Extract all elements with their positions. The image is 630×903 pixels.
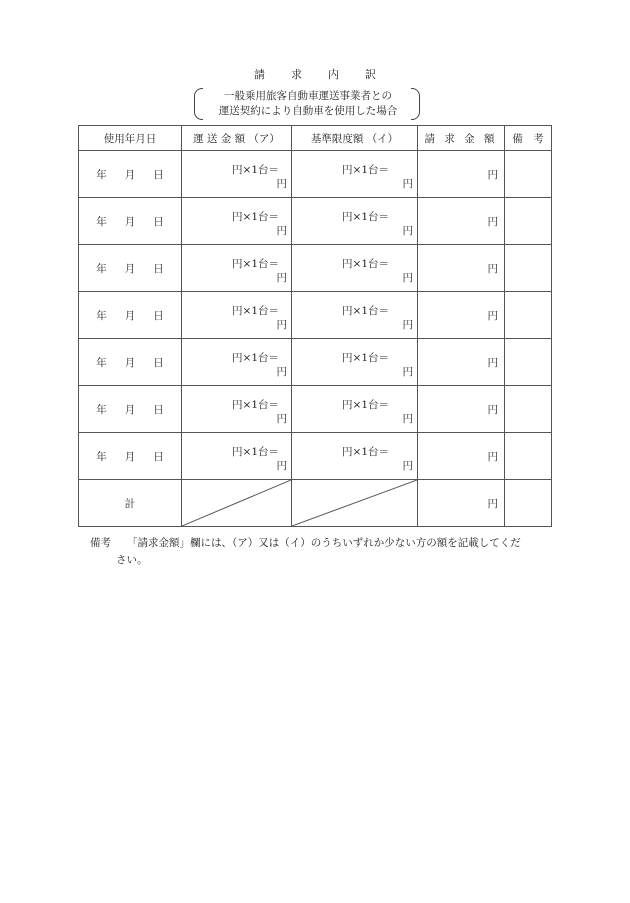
subtitle-line-2: 運送契約により自動車を使用した場合 [218,105,398,117]
table-row [79,386,552,433]
transport-unit: 円 [276,413,287,425]
title-char: 訳 [365,68,376,81]
header-remarks: 備 考 [505,126,552,151]
claim-amount-cell[interactable]: 円 [418,339,505,386]
month-label: 月 [124,356,136,369]
date-cell[interactable] [79,245,182,292]
transport-formula: 円×1台＝ [232,399,279,411]
standard-limit-cell[interactable] [292,339,418,386]
table-row [79,433,552,480]
standard-limit-cell[interactable] [292,245,418,292]
day-label: 日 [153,215,164,228]
year-label: 年 [96,450,107,463]
transport-amount-cell[interactable] [182,245,292,292]
month-label: 月 [124,215,136,228]
transport-amount-cell[interactable] [182,292,292,339]
total-row [79,480,552,527]
month-label: 月 [124,450,136,463]
limit-unit: 円 [402,225,413,237]
limit-unit: 円 [402,319,413,331]
transport-unit: 円 [276,178,287,190]
limit-formula: 円×1台＝ [342,164,389,176]
transport-formula: 円×1台＝ [232,258,279,270]
transport-unit: 円 [276,225,287,237]
total-transport-slashed [182,480,292,527]
month-label: 月 [124,262,136,275]
limit-formula: 円×1台＝ [342,211,389,223]
transport-unit: 円 [276,366,287,378]
day-label: 日 [153,309,164,322]
table-row [79,339,552,386]
claim-amount-cell[interactable]: 円 [418,292,505,339]
limit-unit: 円 [402,366,413,378]
table-row [79,151,552,198]
remarks-cell[interactable] [505,292,552,339]
transport-amount-cell[interactable] [182,433,292,480]
claim-amount-cell[interactable]: 円 [418,151,505,198]
footnote-text-2: さい。 [116,554,148,566]
document-title [0,66,630,82]
table-row [79,292,552,339]
claim-amount-cell[interactable]: 円 [418,433,505,480]
transport-unit: 円 [276,460,287,472]
header-claim-amount: 請 求 金 額 [418,126,505,151]
day-label: 日 [153,403,164,416]
claim-amount-cell[interactable]: 円 [418,245,505,292]
transport-unit: 円 [276,319,287,331]
day-label: 日 [153,168,164,181]
footnote-text-1: 「請求金額」欄には、（ア）又は（イ）のうちいずれか少ない方の額を記載してくだ [127,537,521,549]
limit-formula: 円×1台＝ [342,446,389,458]
transport-amount-cell[interactable] [182,339,292,386]
date-cell[interactable] [79,386,182,433]
diagonal-slash-icon [182,480,291,526]
limit-unit: 円 [402,460,413,472]
footnote [90,535,560,569]
remarks-cell[interactable] [505,245,552,292]
month-label: 月 [124,168,136,181]
transport-formula: 円×1台＝ [232,352,279,364]
day-label: 日 [153,450,164,463]
limit-formula: 円×1台＝ [342,305,389,317]
title-char: 求 [291,68,302,81]
claim-amount-cell[interactable]: 円 [418,198,505,245]
date-cell[interactable] [79,339,182,386]
diagonal-slash-icon [292,480,417,526]
total-label: 計 [79,480,182,527]
limit-formula: 円×1台＝ [342,258,389,270]
month-label: 月 [124,403,136,416]
document-subtitle [194,88,420,120]
table-row [79,245,552,292]
standard-limit-cell[interactable] [292,386,418,433]
table-row [79,198,552,245]
transport-unit: 円 [276,272,287,284]
footnote-label: 備考 [90,537,111,549]
remarks-cell[interactable] [505,151,552,198]
transport-formula: 円×1台＝ [232,164,279,176]
year-label: 年 [96,309,107,322]
title-char: 内 [328,68,339,81]
remarks-cell[interactable] [505,433,552,480]
date-cell[interactable] [79,433,182,480]
year-label: 年 [96,403,107,416]
remarks-cell[interactable] [505,339,552,386]
standard-limit-cell[interactable] [292,151,418,198]
transport-amount-cell[interactable] [182,198,292,245]
transport-formula: 円×1台＝ [232,305,279,317]
month-label: 月 [124,309,136,322]
header-transport-amount: 運 送 金 額 （ア） [182,126,292,151]
date-cell[interactable] [79,151,182,198]
left-bracket [194,88,203,120]
limit-unit: 円 [402,272,413,284]
transport-formula: 円×1台＝ [232,446,279,458]
remarks-cell[interactable] [505,386,552,433]
right-bracket [411,88,420,120]
claim-breakdown-table [78,125,552,527]
day-label: 日 [153,356,164,369]
transport-amount-cell[interactable] [182,386,292,433]
header-date: 使用年月日 [79,126,182,151]
date-cell[interactable] [79,198,182,245]
year-label: 年 [96,168,107,181]
year-label: 年 [96,356,107,369]
standard-limit-cell[interactable] [292,292,418,339]
day-label: 日 [153,262,164,275]
subtitle-line-1: 一般乗用旅客自動車運送事業者との [224,90,392,102]
limit-unit: 円 [402,178,413,190]
date-cell[interactable] [79,292,182,339]
transport-amount-cell[interactable] [182,151,292,198]
year-label: 年 [96,215,107,228]
claim-amount-cell[interactable]: 円 [418,386,505,433]
remarks-cell[interactable] [505,198,552,245]
limit-formula: 円×1台＝ [342,399,389,411]
year-label: 年 [96,262,107,275]
standard-limit-cell[interactable] [292,433,418,480]
standard-limit-cell[interactable] [292,198,418,245]
transport-formula: 円×1台＝ [232,211,279,223]
limit-formula: 円×1台＝ [342,352,389,364]
header-standard-limit: 基準限度額 （イ） [292,126,418,151]
title-char: 請 [254,68,265,81]
total-claim-amount[interactable]: 円 [418,480,505,527]
table-header-row [79,126,552,151]
total-limit-slashed [292,480,418,527]
limit-unit: 円 [402,413,413,425]
total-remarks[interactable] [505,480,552,527]
